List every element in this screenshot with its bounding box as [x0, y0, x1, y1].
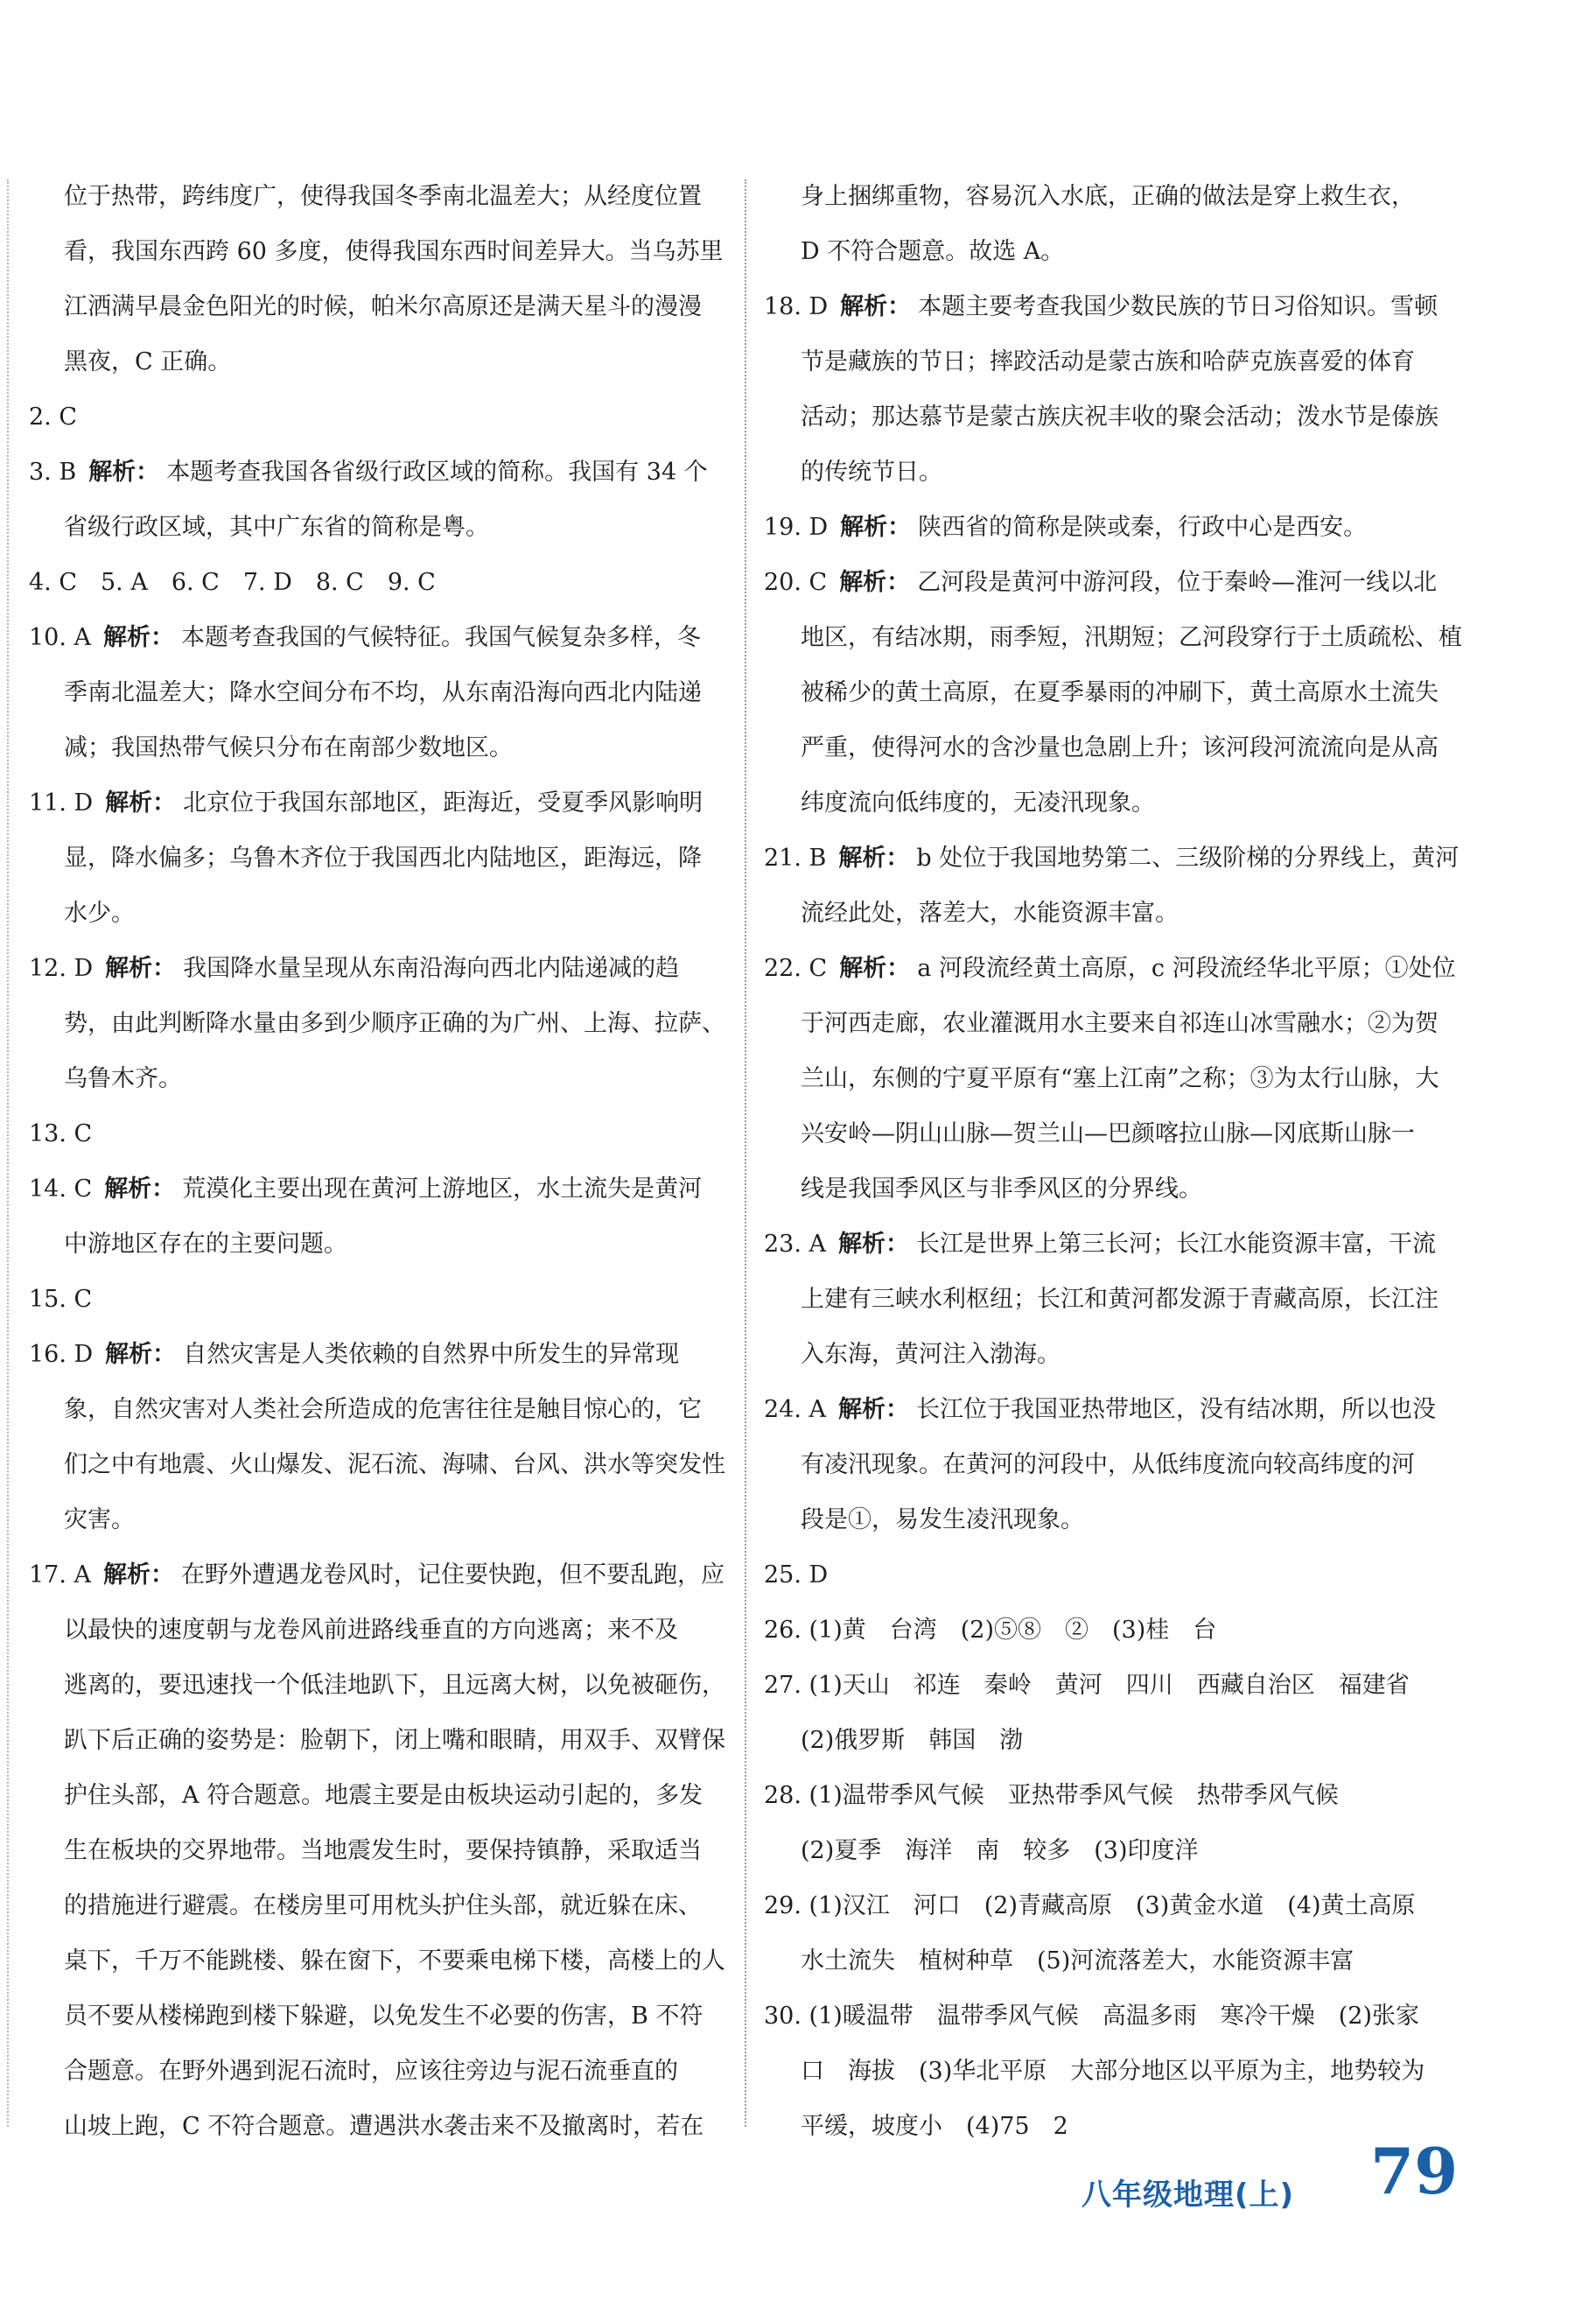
- analysis-label: 解析：: [104, 1175, 176, 1203]
- entry-first-line: [764, 279, 1464, 334]
- text-line: 以最快的速度朝与龙卷风前进路线垂直的方向逃离；来不及: [64, 1617, 678, 1644]
- entry-first-line: [29, 610, 725, 665]
- text-line: 被稀少的黄土高原，在夏季暴雨的冲刷下，黄土高原水土流失: [801, 679, 1438, 706]
- text-line: 员不要从楼梯跑到楼下躲避，以免发生不必要的伤害，B 不符: [64, 2003, 704, 2030]
- text-line: (2)夏季 海洋 南 较多 (3)印度洋: [801, 1837, 1199, 1864]
- text-line: 上建有三峡水利枢纽；长江和黄河都发源于青藏高原，长江注: [801, 1286, 1438, 1313]
- text-line: 合题意。在野外遇到泥石流时，应该往旁边与泥石流垂直的: [64, 2058, 678, 2085]
- entry-first-line: [764, 1217, 1464, 1272]
- entry-first-line: 15. C: [29, 1286, 93, 1313]
- answer-entry: [29, 1161, 725, 1272]
- answer-entry: [764, 831, 1464, 941]
- text-line: 身上捆绑重物，容易沉入水底，正确的做法是穿上救生衣，: [801, 183, 1415, 210]
- analysis-label: 解析：: [105, 955, 177, 982]
- text-line: 季南北温差大；降水空间分布不均，从东南沿海向西北内陆递: [64, 679, 702, 706]
- question-number: 20. C: [764, 569, 828, 596]
- text-line: 纬度流向低纬度的，无凌汛现象。: [801, 789, 1155, 817]
- entry-first-line: 29. (1)汉江 河口 (2)青藏高原 (3)黄金水道 (4)黄土高原: [764, 1892, 1416, 1919]
- answer-entry: [29, 445, 725, 555]
- analysis-label: 解析：: [839, 955, 911, 982]
- entry-first-line: 2. C: [29, 403, 78, 431]
- question-number: 3. B: [29, 459, 77, 486]
- text-line: 趴下后正确的姿势是：脸朝下，闭上嘴和眼睛，用双手、双臂保: [64, 1727, 725, 1754]
- text-line: 逃离的，要迅速找一个低洼地趴下，且远离大树，以免被砸伤，: [64, 1672, 725, 1699]
- text-line: 减；我国热带气候只分布在南部少数地区。: [64, 734, 513, 761]
- question-number: 18. D: [764, 293, 829, 320]
- answer-entry: [764, 941, 1464, 1217]
- answer-entry: [764, 500, 1464, 555]
- entry-first-line: [764, 500, 1464, 555]
- analysis-label: 解析：: [838, 1231, 910, 1258]
- question-number: 17. A: [29, 1561, 92, 1589]
- text-line: 水土流失 植树种草 (5)河流落差大，水能资源丰富: [801, 1947, 1354, 1975]
- entry-first-line: 28. (1)温带季风气候 亚热带季风气候 热带季风气候: [764, 1782, 1339, 1809]
- entry-first-line: [29, 1327, 725, 1382]
- text-line: 看，我国东西跨 60 多度，使得我国东西时间差异大。当乌苏里: [64, 238, 724, 265]
- answer-entry: [29, 1547, 725, 2154]
- question-number: 24. A: [764, 1396, 827, 1423]
- text-line: 黑夜，C 正确。: [64, 348, 232, 375]
- answer-entry: [29, 1327, 725, 1547]
- question-number: 10. A: [29, 624, 92, 651]
- question-number: 21. B: [764, 845, 827, 872]
- entry-first-line: 25. D: [764, 1561, 829, 1589]
- answer-entry: [764, 1989, 1464, 2154]
- answer-entry: [29, 389, 725, 445]
- text-line: 灾害。: [64, 1506, 135, 1533]
- text-line: 活动；那达慕节是蒙古族庆祝丰收的聚会活动；泼水节是傣族: [801, 403, 1438, 431]
- entry-first-line: [764, 555, 1464, 610]
- entry-first-line: [29, 775, 725, 831]
- text-line: (2)俄罗斯 韩国 渤: [801, 1727, 1024, 1754]
- text-line: 荒漠化主要出现在黄河上游地区，水土流失是黄河: [182, 1175, 703, 1203]
- text-line: 显，降水偏多；乌鲁木齐位于我国西北内陆地区，距海远，降: [64, 845, 702, 872]
- text-line: 陕西省的简称是陕或秦，行政中心是西安。: [918, 514, 1368, 541]
- text-line: 段是①，易发生凌汛现象。: [801, 1506, 1084, 1533]
- entry-first-line: [29, 1161, 725, 1217]
- entry-first-line: [764, 941, 1464, 996]
- text-line: 象，自然灾害对人类社会所造成的危害往往是触目惊心的，它: [64, 1396, 702, 1423]
- text-line: 兴安岭—阴山山脉—贺兰山—巴颜喀拉山脉—冈底斯山脉一: [801, 1120, 1415, 1147]
- text-line: 江洒满早晨金色阳光的时候，帕米尔高原还是满天星斗的漫漫: [64, 293, 702, 320]
- text-line: 平缓，坡度小 (4)75 2: [801, 2113, 1068, 2140]
- column-divider: [745, 179, 746, 2127]
- text-line: 桌下，千万不能跳楼、躲在窗下，不要乘电梯下楼，高楼上的人: [64, 1947, 725, 1975]
- text-line: 们之中有地震、火山爆发、泥石流、海啸、台风、洪水等突发性: [64, 1451, 725, 1478]
- text-line: 北京位于我国东部地区，距海近，受夏季风影响明: [183, 789, 704, 817]
- question-number: 11. D: [29, 789, 94, 817]
- analysis-label: 解析：: [838, 845, 910, 872]
- answer-entry: [764, 1768, 1464, 1878]
- text-line: 本题主要考查我国少数民族的节日习俗知识。雪顿: [918, 293, 1438, 320]
- text-line: a 河段流经黄土高原，c 河段流经华北平原；①处位: [917, 955, 1456, 982]
- answer-entry: [764, 1878, 1464, 1989]
- entry-first-line: [29, 1547, 725, 1603]
- answer-entry: [29, 610, 725, 775]
- text-line: 护住头部，A 符合题意。地震主要是由板块运动引起的，多发: [64, 1782, 704, 1809]
- entry-first-line: [29, 941, 725, 996]
- text-line: 于河西走廊，农业灌溉用水主要来自祁连山冰雪融水；②为贺: [801, 1010, 1438, 1037]
- text-line: 口 海拔 (3)华北平原 大部分地区以平原为主，地势较为: [801, 2058, 1425, 2085]
- entry-first-line: 13. C: [29, 1120, 93, 1147]
- entry-first-line: [29, 445, 725, 500]
- answer-entry: [764, 169, 1464, 279]
- footer-book-title: 八年级地理(上): [1082, 2178, 1295, 2213]
- entry-first-line: 30. (1)暖温带 温带季风气候 高温多雨 寒冷干燥 (2)张家: [764, 2003, 1420, 2030]
- right-column: [764, 169, 1464, 2154]
- text-line: 的措施进行避震。在楼房里可用枕头护住头部，就近躲在床、: [64, 1892, 702, 1919]
- text-line: 的传统节日。: [801, 459, 942, 486]
- text-line: b 处位于我国地势第二、三级阶梯的分界线上，黄河: [916, 845, 1460, 872]
- text-line: 本题考查我国的气候特征。我国气候复杂多样，冬: [181, 624, 702, 651]
- question-number: 19. D: [764, 514, 829, 541]
- answer-entry: [764, 279, 1464, 500]
- page-number: 79: [1370, 2134, 1459, 2208]
- text-line: 生在板块的交界地带。当地震发生时，要保持镇静，采取适当: [64, 1837, 702, 1864]
- entry-first-line: [764, 831, 1464, 886]
- answer-entry: [764, 1547, 1464, 1603]
- left-margin-rule: [7, 179, 9, 2127]
- text-line: 长江是世界上第三长河；长江水能资源丰富，干流: [916, 1231, 1437, 1258]
- question-number: 22. C: [764, 955, 828, 982]
- analysis-label: 解析：: [839, 569, 911, 596]
- text-line: D 不符合题意。故选 A。: [801, 238, 1065, 265]
- answer-entry: [29, 941, 725, 1106]
- analysis-label: 解析：: [840, 514, 912, 541]
- answer-entry: [29, 169, 725, 389]
- text-line: 入东海，黄河注入渤海。: [801, 1341, 1060, 1368]
- answer-entry: [29, 775, 725, 941]
- analysis-label: 解析：: [88, 459, 160, 486]
- text-line: 长江位于我国亚热带地区，没有结冰期，所以也没: [916, 1396, 1437, 1423]
- entry-first-line: 26. (1)黄 台湾 (2)⑤⑧ ② (3)桂 台: [764, 1617, 1217, 1644]
- text-line: 自然灾害是人类依赖的自然界中所发生的异常现: [183, 1341, 680, 1368]
- entry-first-line: 4. C 5. A 6. C 7. D 8. C 9. C: [29, 569, 436, 596]
- text-line: 中游地区存在的主要问题。: [64, 1231, 347, 1258]
- analysis-label: 解析：: [105, 1341, 177, 1368]
- analysis-label: 解析：: [838, 1396, 910, 1423]
- text-line: 势，由此判断降水量由多到少顺序正确的为广州、上海、拉萨、: [64, 1010, 725, 1037]
- analysis-label: 解析：: [103, 1561, 175, 1589]
- left-column: [29, 169, 725, 2154]
- text-line: 乌鲁木齐。: [64, 1065, 182, 1092]
- question-number: 23. A: [764, 1231, 827, 1258]
- text-line: 节是藏族的节日；摔跤活动是蒙古族和哈萨克族喜爱的体育: [801, 348, 1415, 375]
- answer-entry: [764, 1658, 1464, 1768]
- question-number: 16. D: [29, 1341, 94, 1368]
- text-line: 本题考查我国各省级行政区域的简称。我国有 34 个: [166, 459, 708, 486]
- text-line: 省级行政区域，其中广东省的简称是粤。: [64, 514, 489, 541]
- text-line: 水少。: [64, 900, 135, 927]
- text-line: 流经此处，落差大，水能资源丰富。: [801, 900, 1179, 927]
- text-line: 在野外遭遇龙卷风时，记住要快跑，但不要乱跑，应: [181, 1561, 725, 1589]
- text-line: 兰山，东侧的宁夏平原有“塞上江南”之称；③为太行山脉，大: [801, 1065, 1439, 1092]
- text-line: 有凌汛现象。在黄河的河段中，从低纬度流向较高纬度的河: [801, 1451, 1415, 1478]
- answer-entry: [764, 555, 1464, 831]
- text-line: 严重，使得河水的含沙量也急剧上升；该河段河流流向是从高: [801, 734, 1438, 761]
- text-line: 线是我国季风区与非季风区的分界线。: [801, 1175, 1202, 1203]
- text-line: 山坡上跑，C 不符合题意。遭遇洪水袭击来不及撤离时，若在: [64, 2113, 704, 2140]
- analysis-label: 解析：: [103, 624, 175, 651]
- analysis-label: 解析：: [105, 789, 177, 817]
- answer-entry: [764, 1382, 1464, 1547]
- answer-entry: [29, 1106, 725, 1161]
- text-line: 位于热带，跨纬度广，使得我国冬季南北温差大；从经度位置: [64, 183, 702, 210]
- answer-entry: [764, 1603, 1464, 1658]
- question-number: 12. D: [29, 955, 94, 982]
- question-number: 14. C: [29, 1175, 93, 1203]
- text-line: 乙河段是黄河中游河段，位于秦岭—淮河一线以北: [917, 569, 1438, 596]
- text-line: 我国降水量呈现从东南沿海向西北内陆递减的趋: [183, 955, 680, 982]
- analysis-label: 解析：: [840, 293, 912, 320]
- answer-entry: [764, 1217, 1464, 1382]
- text-line: 地区，有结冰期，雨季短，汛期短；乙河段穿行于土质疏松、植: [801, 624, 1462, 651]
- answer-entry: [29, 555, 725, 610]
- entry-first-line: [764, 1382, 1464, 1437]
- answer-entry: [29, 1272, 725, 1327]
- entry-first-line: 27. (1)天山 祁连 秦岭 黄河 四川 西藏自治区 福建省: [764, 1672, 1410, 1699]
